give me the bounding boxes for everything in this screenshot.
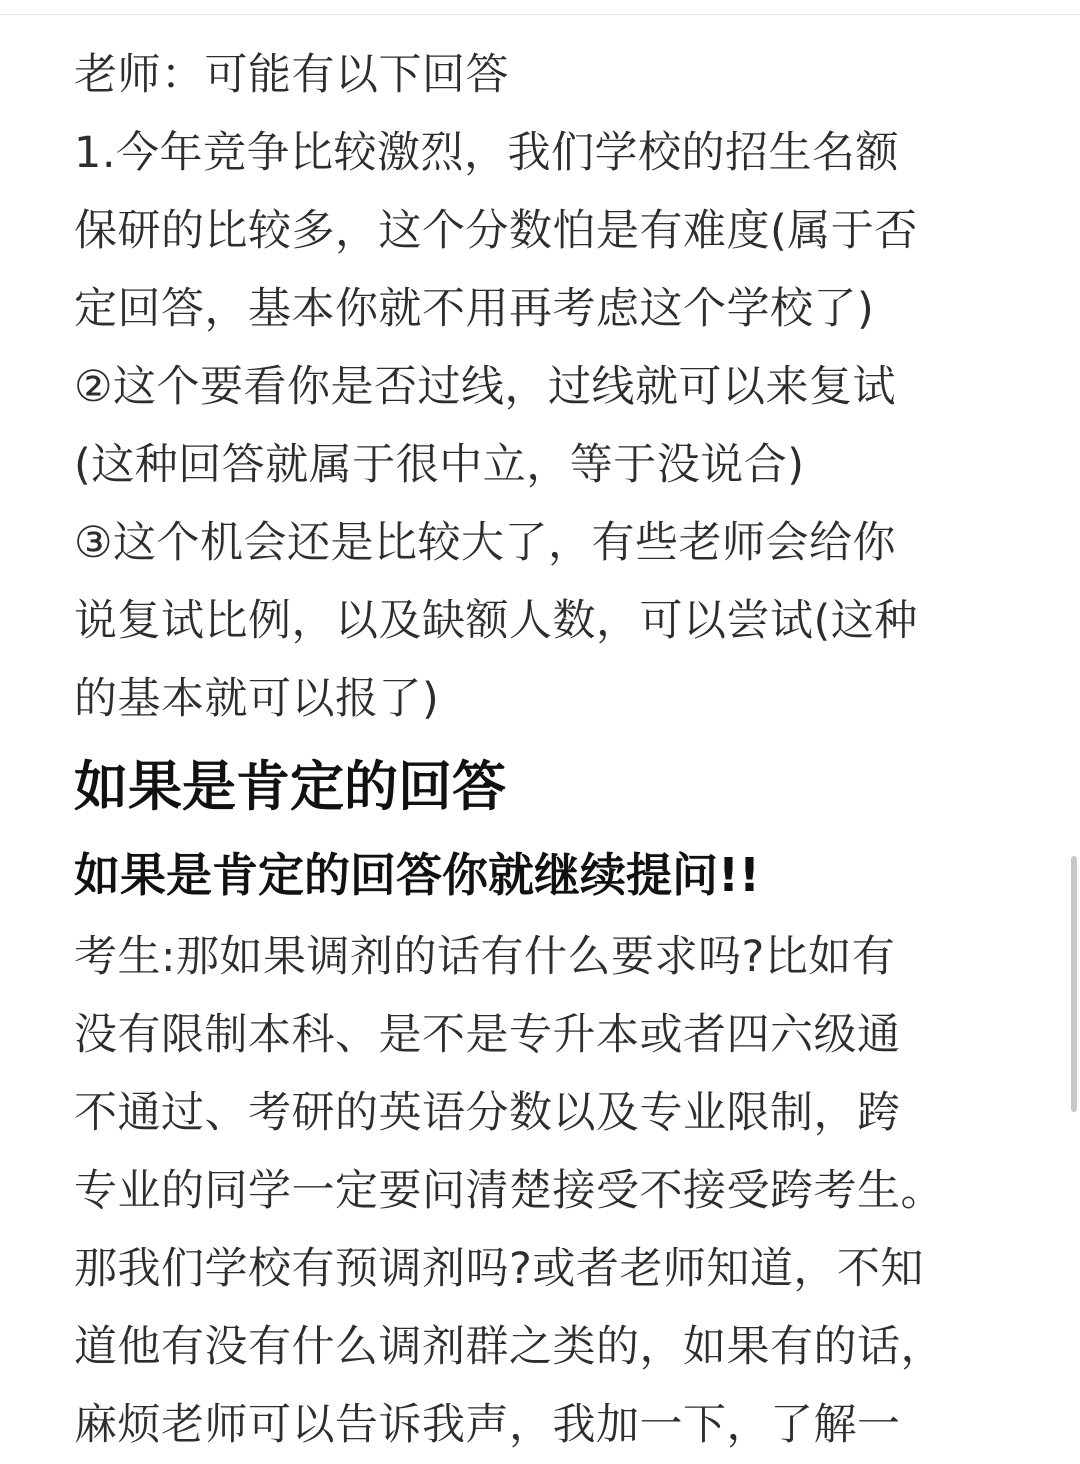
text-line: ③这个机会还是比较大了，有些老师会给你 <box>74 518 897 568</box>
text-line: 考生:那如果调剂的话有什么要求吗?比如有 <box>74 932 896 982</box>
text-line: 说复试比例，以及缺额人数，可以尝试(这种 <box>74 596 918 646</box>
vertical-scrollbar[interactable] <box>1071 856 1077 1112</box>
text-line: 没有限制本科、是不是专升本或者四六级通 <box>74 1010 901 1060</box>
text-line: (这种回答就属于很中立，等于没说合) <box>74 440 805 490</box>
text-line: 专业的同学一定要问清楚接受不接受跨考生。 <box>74 1166 944 1216</box>
text-line: 道他有没有什么调剂群之类的，如果有的话， <box>74 1322 944 1372</box>
text-line: 保研的比较多，这个分数怕是有难度(属于否 <box>74 206 918 256</box>
text-line: 老师：可能有以下回答 <box>74 50 509 100</box>
text-line: ②这个要看你是否过线，过线就可以来复试 <box>74 362 897 412</box>
text-line: 定回答，基本你就不用再考虑这个学校了) <box>74 284 875 334</box>
note-body <box>74 36 1034 1464</box>
text-line: 麻烦老师可以告诉我声，我加一下，了解一 <box>74 1400 901 1450</box>
text-line: 1.今年竞争比较激烈，我们学校的招生名额 <box>74 128 900 178</box>
heading-positive-answer: 如果是肯定的回答 <box>74 755 506 818</box>
text-line: 不通过、考研的英语分数以及专业限制，跨 <box>74 1088 901 1138</box>
text-line: 的基本就可以报了) <box>74 674 440 724</box>
top-divider <box>0 0 1080 15</box>
text-line: 那我们学校有预调剂吗?或者老师知道，不知 <box>74 1244 924 1294</box>
subheading-continue-asking: 如果是肯定的回答你就继续提问!! <box>74 848 760 902</box>
